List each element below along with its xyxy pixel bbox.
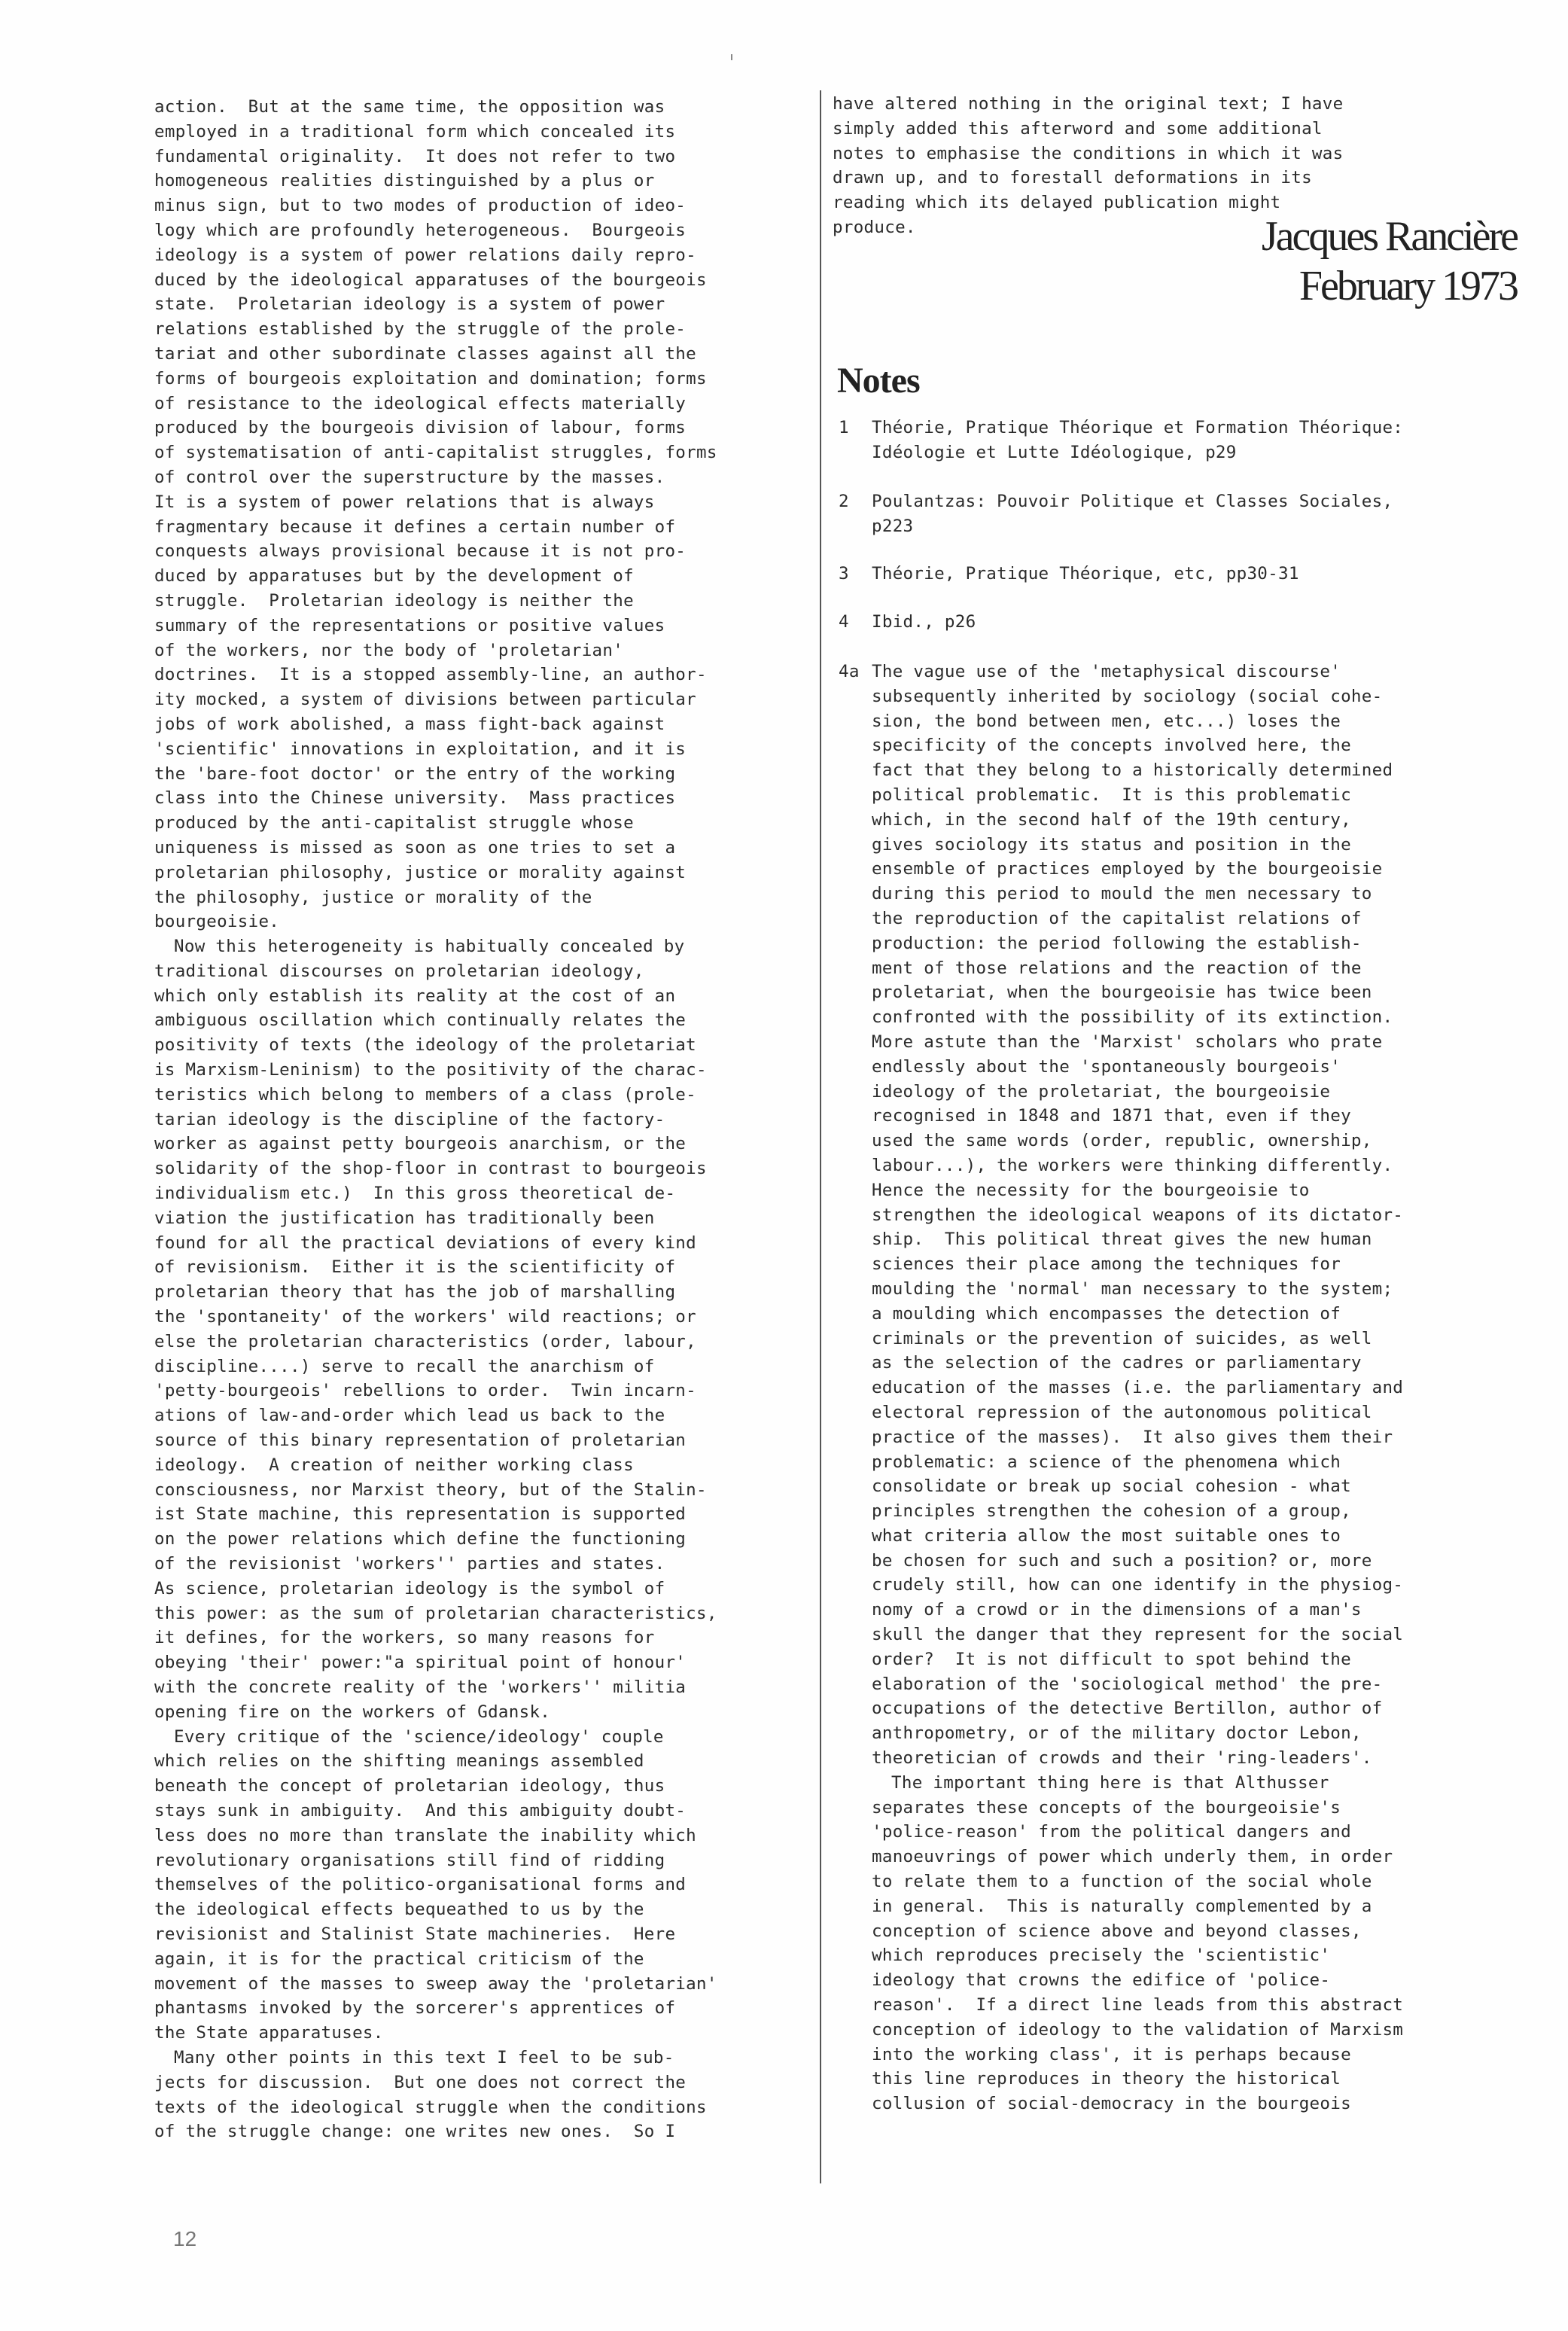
text-line: during this period to mould the men necessary to — [872, 884, 1372, 904]
text-line: drawn up, and to forestall deformations in its — [833, 168, 1312, 188]
text-line: revolutionary organisations still find of ridding — [154, 1850, 665, 1870]
scan-mark — [731, 54, 732, 60]
text-line: obeying 'their' power:"a spiritual point of honour' — [154, 1653, 687, 1673]
text-line: sion, the bond between men, etc...) loses the — [872, 711, 1341, 731]
text-line: in general. This is naturally complemented by a — [872, 1896, 1372, 1916]
text-line: of the revisionist 'workers'' parties and states. — [154, 1554, 665, 1574]
text-line: 'petty-bourgeois' rebellions to order. Twin incarn- — [154, 1381, 696, 1401]
text-line: homogeneous realities distinguished by a plus or — [154, 171, 655, 191]
text-line: beneath the concept of proletarian ideology, thus — [154, 1776, 665, 1796]
text-line: proletariat, when the bourgeoisie has twice been — [872, 983, 1372, 1003]
text-line: jobs of work abolished, a mass fight-back against — [154, 714, 665, 734]
text-line: skull the danger that they represent for the social — [872, 1625, 1404, 1645]
text-line: minus sign, but to two modes of production of ideo- — [154, 196, 687, 216]
text-line: what criteria allow the most suitable ones to — [872, 1525, 1341, 1546]
text-line: problematic: a science of the phenomena which — [872, 1452, 1341, 1472]
signature-date: February 1973 — [1299, 263, 1517, 309]
text-line: political problematic. It is this problematic — [872, 785, 1351, 805]
text-line: found for all the practical deviations of every kind — [154, 1233, 696, 1253]
text-line: relations established by the struggle of the prole- — [154, 319, 687, 340]
text-line: ideology that crowns the edifice of 'police- — [872, 1970, 1331, 1991]
text-line: have altered nothing in the original text; I have — [833, 94, 1344, 114]
text-line: More astute than the 'Marxist' scholars who prate — [872, 1031, 1383, 1052]
text-line: separates these concepts of the bourgeoisie's — [872, 1797, 1341, 1818]
text-line: teristics which belong to members of a class (prole- — [154, 1084, 696, 1105]
text-line: reading which its delayed publication might — [833, 193, 1281, 213]
text-line: class into the Chinese university. Mass practices — [154, 788, 676, 809]
text-line: used the same words (order, republic, ownership, — [872, 1131, 1372, 1151]
text-line: which relies on the shifting meanings assembled — [154, 1751, 644, 1772]
note-body — [872, 660, 1403, 2116]
column-divider — [820, 90, 821, 2183]
text-line: worker as against petty bourgeois anarchism, or the — [154, 1134, 687, 1154]
text-line: p223 — [872, 516, 914, 536]
text-line: into the working class', it is perhaps because — [872, 2044, 1351, 2064]
text-line: fundamental originality. It does not refer to two — [154, 146, 676, 166]
text-line: this line reproduces in theory the historical — [872, 2069, 1341, 2089]
text-line: ambiguous oscillation which continually relates the — [154, 1010, 687, 1031]
text-line: stays sunk in ambiguity. And this ambiguity doubt- — [154, 1800, 687, 1821]
text-line: proletarian theory that has the job of marshalling — [154, 1282, 676, 1303]
note-number: 4 — [839, 612, 849, 632]
text-line: practice of the masses). It also gives them their — [872, 1427, 1393, 1447]
text-line: of revisionism. Either it is the scientificity of — [154, 1257, 676, 1278]
text-line: themselves of the politico-organisational forms and — [154, 1875, 687, 1895]
text-line: is Marxism-Leninism) to the positivity of the charac- — [154, 1060, 707, 1080]
text-line: of the workers, nor the body of 'proletarian' — [154, 640, 624, 660]
text-line: fact that they belong to a historically determined — [872, 760, 1393, 781]
note-number: 2 — [839, 492, 849, 511]
text-line: education of the masses (i.e. the parliamentary and — [872, 1378, 1404, 1398]
text-line: Hence the necessity for the bourgeoisie to — [872, 1180, 1310, 1200]
text-line: Poulantzas: Pouvoir Politique et Classes Sociales, — [872, 492, 1393, 511]
text-line: positivity of texts (the ideology of the proletariat — [154, 1035, 696, 1056]
text-line: anthropometry, or of the military doctor Lebon, — [872, 1723, 1362, 1744]
text-line: individualism etc.) In this gross theoretical de- — [154, 1184, 676, 1204]
text-line: endlessly about the 'spontaneously bourgeois' — [872, 1056, 1341, 1077]
text-line: conquests always provisional because it is not pro- — [154, 541, 687, 562]
text-line: ideology. A creation of neither working class — [154, 1455, 634, 1475]
text-line: the reproduction of the capitalist relations of — [872, 908, 1362, 928]
text-line: Ibid., p26 — [872, 612, 976, 632]
text-line: source of this binary representation of proletarian — [154, 1431, 687, 1451]
text-line: principles strengthen the cohesion of a group, — [872, 1501, 1351, 1522]
note-body — [872, 416, 1403, 465]
text-line: Now this heterogeneity is habitually concealed by — [174, 937, 685, 957]
text-line: tariat and other subordinate classes against all the — [154, 343, 696, 364]
text-line: state. Proletarian ideology is a system of power — [154, 294, 665, 315]
text-line: occupations of the detective Bertillon, author of — [872, 1699, 1383, 1719]
text-line: the ideological effects bequeathed to us by the — [154, 1900, 644, 1920]
text-line: specificity of the concepts involved here, the — [872, 736, 1351, 756]
text-line: moulding the 'normal' man necessary to the system; — [872, 1278, 1393, 1299]
text-line: ship. This political threat gives the new human — [872, 1229, 1372, 1250]
text-line: less does no more than translate the inability which — [154, 1825, 696, 1845]
page-number: 12 — [173, 2227, 197, 2250]
text-line: recognised in 1848 and 1871 that, even if they — [872, 1106, 1351, 1126]
text-line: the philosophy, justice or morality of the — [154, 887, 592, 907]
text-line: ity mocked, a system of divisions between particular — [154, 690, 696, 710]
text-line: ideology is a system of power relations daily repro- — [154, 245, 696, 265]
text-line: Many other points in this text I feel to be sub- — [174, 2047, 674, 2067]
text-line: forms of bourgeois exploitation and domination; forms — [154, 368, 707, 388]
text-line: else the proletarian characteristics (order, labour, — [154, 1331, 696, 1351]
text-line: elaboration of the 'sociological method' the pre- — [872, 1674, 1383, 1694]
text-line: produced by the anti-capitalist struggle whose — [154, 813, 634, 833]
text-line: which only establish its reality at the cost of an — [154, 986, 676, 1006]
text-line: the State apparatuses. — [154, 2023, 384, 2043]
text-line: electoral repression of the autonomous political — [872, 1402, 1372, 1422]
note-number: 4a — [839, 662, 860, 681]
left-column-text — [154, 95, 817, 2144]
text-line: subsequently inherited by sociology (social cohe- — [872, 686, 1383, 706]
text-line: The important thing here is that Althusser — [891, 1772, 1329, 1793]
text-line: proletarian philosophy, justice or morality against — [154, 862, 687, 882]
note-body — [872, 610, 976, 635]
text-line: to relate them to a function of the social whole — [872, 1872, 1372, 1892]
text-line: uniqueness is missed as soon as one tries to set a — [154, 837, 676, 858]
text-line: duced by the ideological apparatuses of the bourgeois — [154, 270, 707, 290]
text-line: Every critique of the 'science/ideology' couple — [174, 1726, 664, 1747]
text-line: produce. — [833, 217, 916, 237]
text-line: notes to emphasise the conditions in which it was — [833, 143, 1344, 163]
author-signature: Jacques Rancière — [1261, 213, 1517, 260]
text-line: manoeuvrings of power which underly them, in order — [872, 1847, 1393, 1867]
text-line: ations of law-and-order which lead us back to the — [154, 1406, 665, 1426]
text-line: be chosen for such and such a position? or, more — [872, 1550, 1372, 1571]
text-line: again, it is for the practical criticism of the — [154, 1949, 644, 1969]
text-line: traditional discourses on proletarian ideology, — [154, 961, 644, 981]
text-line: nomy of a crowd or in the dimensions of a man's — [872, 1600, 1362, 1620]
text-line: collusion of social-democracy in the bourgeois — [872, 2094, 1351, 2114]
text-line: of resistance to the ideological effects materially — [154, 393, 687, 413]
text-line: it defines, for the workers, so many reasons for — [154, 1628, 655, 1648]
text-line: the 'spontaneity' of the workers' wild reactions; or — [154, 1307, 696, 1327]
text-line: production: the period following the establish- — [872, 933, 1362, 953]
text-line: solidarity of the shop-floor in contrast to bourgeois — [154, 1159, 707, 1179]
text-line: confronted with the possibility of its extinction. — [872, 1007, 1393, 1028]
text-line: jects for discussion. But one does not correct the — [154, 2072, 687, 2092]
text-line: simply added this afterword and some additional — [833, 118, 1323, 139]
text-line: ist State machine, this representation is supported — [154, 1504, 687, 1525]
text-line: opening fire on the workers of Gdansk. — [154, 1702, 551, 1722]
text-line: struggle. Proletarian ideology is neither the — [154, 590, 634, 611]
text-line: fragmentary because it defines a certain number of — [154, 516, 676, 537]
text-line: phantasms invoked by the sorcerer's apprentices of — [154, 1998, 676, 2019]
text-line: ensemble of practices employed by the bourgeoisie — [872, 859, 1383, 879]
text-line: tarian ideology is the discipline of the factory- — [154, 1109, 665, 1129]
text-line: employed in a traditional form which concealed its — [154, 121, 676, 142]
text-line: gives sociology its status and position in the — [872, 834, 1351, 855]
text-line: a moulding which encompasses the detection of — [872, 1303, 1341, 1324]
text-line: action. But at the same time, the opposition was — [154, 97, 665, 117]
text-line: the 'bare-foot doctor' or the entry of the working — [154, 763, 676, 784]
text-line: which reproduces precisely the 'scientistic' — [872, 1946, 1331, 1966]
text-line: 'police-reason' from the political dangers and — [872, 1822, 1351, 1842]
text-line: conception of ideology to the validation of Marxism — [872, 2019, 1404, 2040]
notes-heading: Notes — [837, 361, 920, 401]
text-line: crudely still, how can one identify in the physiog- — [872, 1575, 1404, 1595]
text-line: consolidate or break up social cohesion - what — [872, 1476, 1351, 1497]
text-line: Idéologie et Lutte Idéologique, p29 — [872, 442, 1237, 462]
text-line: with the concrete reality of the 'workers'' militia — [154, 1677, 687, 1697]
text-line: duced by apparatuses but by the development of — [154, 566, 634, 587]
text-line: theoretician of crowds and their 'ring-leaders'. — [872, 1748, 1372, 1769]
text-line: this power: as the sum of proletarian characteristics, — [154, 1603, 717, 1623]
text-line: logy which are profoundly heterogeneous. Bourgeois — [154, 220, 687, 240]
text-line: revisionist and Stalinist State machineries. Here — [154, 1924, 676, 1944]
text-line: of the struggle change: one writes new ones. So I — [154, 2122, 676, 2142]
text-line: conception of science above and beyond classes, — [872, 1921, 1362, 1941]
text-line: 'scientific' innovations in exploitation, and it is — [154, 739, 687, 759]
text-line: As science, proletarian ideology is the symbol of — [154, 1578, 665, 1598]
text-line: movement of the masses to sweep away the 'proletarian' — [154, 1973, 717, 1994]
text-line: summary of the representations or positive values — [154, 615, 665, 635]
text-line: of systematisation of anti-capitalist struggles, forms — [154, 443, 717, 463]
text-line: discipline....) serve to recall the anarchism of — [154, 1356, 655, 1376]
text-line: bourgeoisie. — [154, 912, 280, 932]
text-line: texts of the ideological struggle when the conditions — [154, 2097, 707, 2117]
note-number: 3 — [839, 564, 849, 584]
note-body — [872, 562, 1299, 587]
text-line: criminals or the prevention of suicides, as well — [872, 1328, 1372, 1348]
text-line: sciences their place among the techniques for — [872, 1254, 1341, 1275]
text-line: Théorie, Pratique Théorique, etc, pp30-31 — [872, 564, 1299, 584]
text-line: doctrines. It is a stopped assembly-line, an author- — [154, 665, 707, 685]
text-line: strengthen the ideological weapons of its dictator- — [872, 1205, 1404, 1225]
text-line: Théorie, Pratique Théorique et Formation Théorique: — [872, 418, 1404, 437]
text-line: viation the justification has traditionally been — [154, 1208, 655, 1228]
text-line: as the selection of the cadres or parliamentary — [872, 1353, 1362, 1373]
text-line: reason'. If a direct line leads from this abstract — [872, 1995, 1404, 2016]
note-body — [872, 489, 1393, 539]
text-line: of control over the superstructure by the masses. — [154, 467, 665, 487]
text-line: which, in the second half of the 19th century, — [872, 809, 1351, 830]
text-line: It is a system of power relations that is always — [154, 492, 655, 512]
text-line: ment of those relations and the reaction of the — [872, 958, 1362, 978]
text-line: produced by the bourgeois division of labour, forms — [154, 418, 687, 438]
text-line: ideology of the proletariat, the bourgeoisie — [872, 1081, 1331, 1102]
text-line: labour...), the workers were thinking differently. — [872, 1155, 1393, 1175]
text-line: The vague use of the 'metaphysical discourse' — [872, 662, 1341, 681]
text-line: order? It is not difficult to spot behind the — [872, 1649, 1351, 1669]
note-number: 1 — [839, 418, 849, 437]
text-line: consciousness, nor Marxist theory, but of the Stalin- — [154, 1479, 707, 1500]
text-line: on the power relations which define the functioning — [154, 1529, 687, 1549]
